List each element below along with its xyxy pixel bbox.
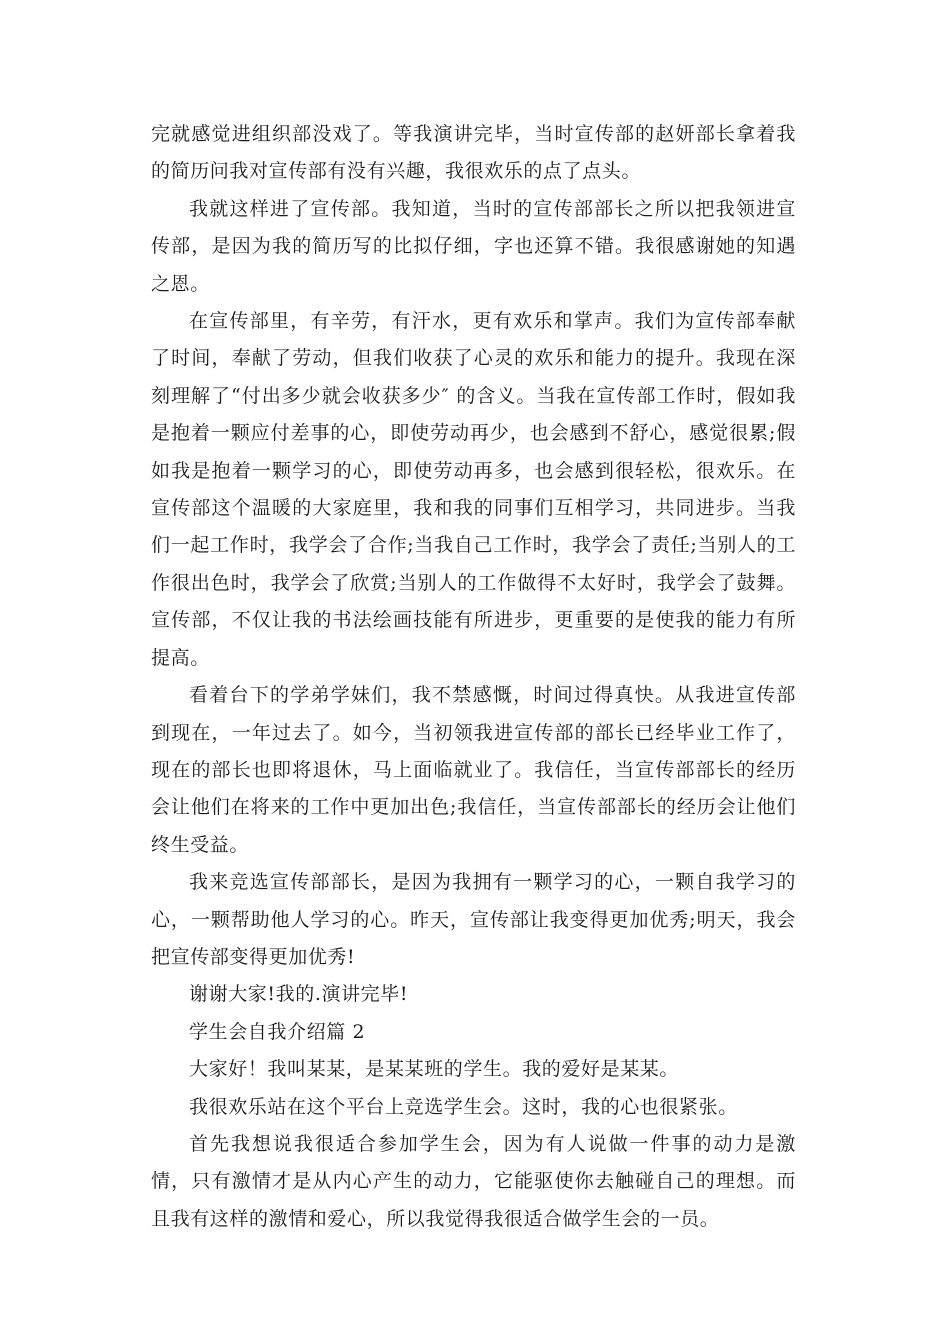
paragraph: 我就这样进了宣传部。我知道，当时的宣传部部长之所以把我领进宣传部，是因为我的简历写的比拟仔细，字也还算不错。我很感谢她的知遇之恩。	[151, 197, 796, 295]
paragraph: 大家好！我叫某某，是某某班的学生。我的爱好是某某。	[189, 1058, 680, 1081]
closing-line: 谢谢大家!我的.演讲完毕!	[189, 983, 409, 1006]
paragraph: 我很欢乐站在这个平台上竞选学生会。这时，我的心也很紧张。	[189, 1095, 738, 1118]
paragraph: 看着台下的学弟学妹们，我不禁感慨，时间过得真快。从我进宣传部到现在，一年过去了。如今，当初领我进宣传部的部长已经毕业工作了，现在的部长也即将退休，马上面临就业了。我信任，当宣传部部长的经历会让他们在将来的工作中更加出色;我信任，当宣传部部长的经历会让他们终生受益。	[151, 684, 796, 856]
paragraph: 首先我想说我很适合参加学生会，因为有人说做一件事的动力是激情，只有激情才是从内心产生的动力，它能驱使你去触碰自己的理想。而且我有这样的激情和爱心，所以我觉得我很适合做学生会的一员。	[151, 1132, 796, 1230]
paragraph: 我来竞选宣传部部长，是因为我拥有一颗学习的心，一颗自我学习的心，一颗帮助他人学习的心。昨天，宣传部让我变得更加优秀;明天，我会把宣传部变得更加优秀!	[151, 871, 796, 968]
section-heading: 学生会自我介绍篇 2	[189, 1020, 366, 1043]
paragraph: 在宣传部里，有辛劳，有汗水，更有欢乐和掌声。我们为宣传部奉献了时间，奉献了劳动，但我们收获了心灵的欢乐和能力的提升。我现在深刻理解了“付出多少就会收获多少″ 的含义。当我在宣传部工作时，假如我是抱着一颗应付差事的心，即使劳动再少，也会感到不舒心，感觉很累;假如我是抱着一颗学习的心，即使劳动再多，也会感到很轻松，很欢乐。在宣传部这个温暖的大家庭里，我和我的同事们互相学习，共同进步。当我们一起工作时，我学会了合作;当我自己工作时，我学会了责任;当别人的工作很出色时，我学会了欣赏;当别人的工作做得不太好时，我学会了鼓舞。宣传部，不仅让我的书法绘画技能有所进步，更重要的是使我的能力有所提高。	[151, 310, 796, 669]
paragraph-continuation: 完就感觉进组织部没戏了。等我演讲完毕，当时宣传部的赵妍部长拿着我的简历问我对宣传部有没有兴趣，我很欢乐的点了点头。	[151, 123, 796, 183]
document-body	[151, 116, 796, 1238]
